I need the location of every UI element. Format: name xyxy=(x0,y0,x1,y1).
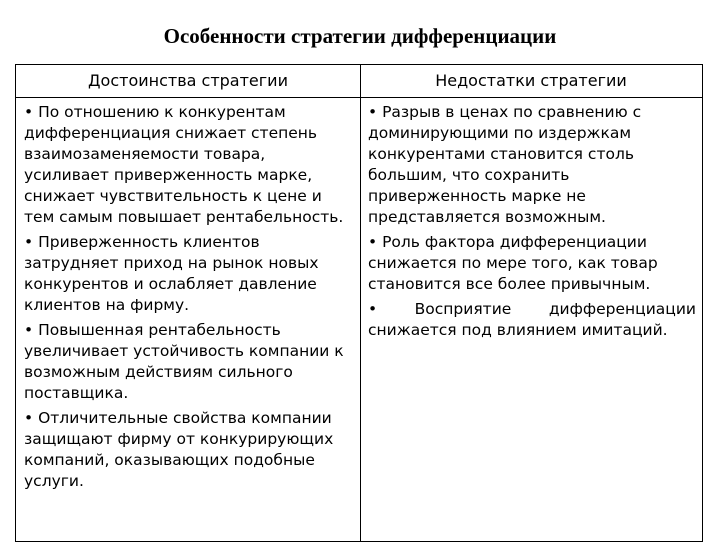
disadvantage-item: • Роль фактора дифференциации снижается по мере того, как товар становится все более привычным. xyxy=(368,233,658,293)
header-advantages: Достоинства стратегии xyxy=(88,71,288,90)
advantage-item: • По отношению к конкурентам дифференциация снижает степень взаимозаменяемости товара, усиливает приверженность марке, снижает чувствительность к цене и тем самым повышает рентабельность. xyxy=(24,103,344,226)
header-divider xyxy=(16,97,702,98)
advantage-item: • Отличительные свойства компании защищают фирму от конкурирующих компаний, оказывающих подобные услуги. xyxy=(24,409,334,490)
column-divider xyxy=(360,65,361,541)
disadvantage-item: • Разрыв в ценах по сравнению с доминирующими по издержкам конкурентами становится столь большим, что сохранить приверженность марке не представляется возможным. xyxy=(368,103,642,226)
disadvantage-item: • Восприятие дифференциации снижается под влиянием имитаций. xyxy=(368,300,696,339)
disadvantages-column xyxy=(368,102,696,345)
page-title: Особенности стратегии дифференциации xyxy=(163,24,557,48)
header-disadvantages: Недостатки стратегии xyxy=(435,71,627,90)
advantages-column xyxy=(24,102,354,496)
comparison-table xyxy=(15,64,703,542)
advantage-item: • Повышенная рентабельность увеличивает устойчивость компании к возможным действиям сильного поставщика. xyxy=(24,321,344,402)
advantage-item: • Приверженность клиентов затрудняет приход на рынок новых конкурентов и ослабляет давление клиентов на фирму. xyxy=(24,233,319,314)
